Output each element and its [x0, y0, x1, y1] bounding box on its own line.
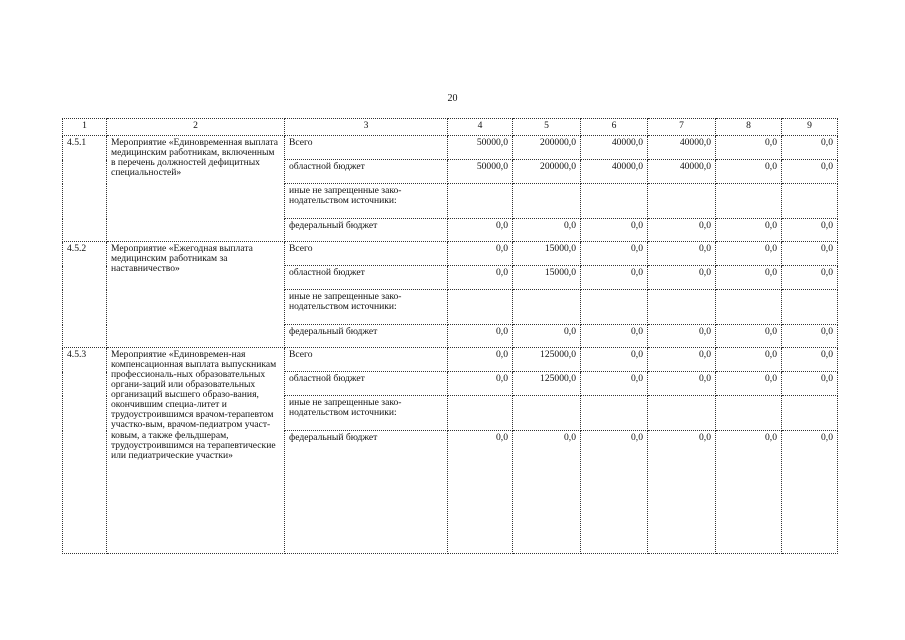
value-cell: 0,0	[716, 325, 782, 348]
value-cell: 0,0	[648, 242, 716, 266]
value-cell	[648, 396, 716, 431]
item-code: 4.5.3	[63, 348, 107, 554]
value-cell: 0,0	[513, 431, 581, 554]
value-cell: 0,0	[448, 325, 513, 348]
value-cell: 0,0	[648, 325, 716, 348]
value-cell: 0,0	[782, 136, 838, 160]
value-cell: 0,0	[782, 160, 838, 184]
value-cell	[716, 290, 782, 325]
header-cell: 8	[716, 119, 782, 136]
value-cell	[448, 184, 513, 219]
value-cell: 200000,0	[513, 160, 581, 184]
header-cell: 6	[581, 119, 648, 136]
value-cell	[448, 290, 513, 325]
header-cell: 7	[648, 119, 716, 136]
group-4-5-3	[63, 348, 838, 554]
value-cell	[581, 396, 648, 431]
value-cell: 0,0	[513, 219, 581, 242]
value-cell: 0,0	[648, 348, 716, 372]
value-cell: 0,0	[581, 348, 648, 372]
header-cell: 9	[782, 119, 838, 136]
value-cell: 0,0	[716, 219, 782, 242]
value-cell: 0,0	[716, 348, 782, 372]
row-label: федеральный бюджет	[285, 431, 448, 554]
value-cell: 0,0	[716, 372, 782, 396]
value-cell: 0,0	[448, 242, 513, 266]
header-cell: 1	[63, 119, 107, 136]
row-label: иные не запрещенные зако-нодательством источники:	[285, 184, 448, 219]
header-row	[63, 119, 838, 136]
value-cell: 40000,0	[648, 160, 716, 184]
value-cell	[716, 396, 782, 431]
value-cell: 0,0	[782, 219, 838, 242]
table-row	[63, 136, 838, 160]
value-cell: 0,0	[448, 266, 513, 290]
value-cell: 50000,0	[448, 136, 513, 160]
value-cell: 0,0	[581, 325, 648, 348]
value-cell: 0,0	[716, 160, 782, 184]
row-label: Всего	[285, 348, 448, 372]
value-cell	[716, 184, 782, 219]
value-cell	[782, 290, 838, 325]
value-cell: 40000,0	[648, 136, 716, 160]
value-cell: 125000,0	[513, 372, 581, 396]
value-cell: 0,0	[716, 431, 782, 554]
value-cell: 125000,0	[513, 348, 581, 372]
budget-table	[62, 118, 838, 554]
item-description: Мероприятие «Единовремен-ная компенсационная выплата выпускникам профессиональ-ных образовательных органи-заций или образовательных организаций высшего образо-вания, окончившим специа-литет и трудоустроившимся врачом-терапевтом участко-вым, врачом-педиатром участ-ковым, а также фельдшерам, трудоустроившимся на терапевтические или педиатрические участки»	[107, 348, 285, 554]
row-label: областной бюджет	[285, 372, 448, 396]
header-cell: 4	[448, 119, 513, 136]
page-number: 20	[447, 93, 458, 104]
value-cell	[448, 396, 513, 431]
group-4-5-1	[63, 136, 838, 242]
value-cell	[513, 396, 581, 431]
row-label: Всего	[285, 242, 448, 266]
value-cell: 0,0	[782, 372, 838, 396]
value-cell	[581, 184, 648, 219]
value-cell: 15000,0	[513, 242, 581, 266]
value-cell: 0,0	[448, 348, 513, 372]
header-cell: 2	[107, 119, 285, 136]
value-cell: 0,0	[448, 219, 513, 242]
value-cell	[581, 290, 648, 325]
value-cell: 0,0	[581, 266, 648, 290]
value-cell	[782, 396, 838, 431]
header-cell: 3	[285, 119, 448, 136]
value-cell: 0,0	[513, 325, 581, 348]
value-cell: 0,0	[448, 431, 513, 554]
value-cell	[648, 184, 716, 219]
value-cell: 0,0	[716, 242, 782, 266]
value-cell	[648, 290, 716, 325]
value-cell: 40000,0	[581, 160, 648, 184]
value-cell: 0,0	[581, 431, 648, 554]
row-label: областной бюджет	[285, 266, 448, 290]
item-code: 4.5.1	[63, 136, 107, 242]
group-4-5-2	[63, 242, 838, 348]
value-cell: 200000,0	[513, 136, 581, 160]
table-row	[63, 242, 838, 266]
item-description: Мероприятие «Единовременная выплата медицинским работникам, включенным в перечень должностей дефицитных специальностей»	[107, 136, 285, 242]
row-label: иные не запрещенные зако-нодательством источники:	[285, 290, 448, 325]
item-description: Мероприятие «Ежегодная выплата медицинским работникам за наставничество»	[107, 242, 285, 348]
value-cell: 0,0	[648, 372, 716, 396]
value-cell: 0,0	[648, 219, 716, 242]
value-cell: 0,0	[581, 242, 648, 266]
value-cell: 0,0	[782, 431, 838, 554]
value-cell: 40000,0	[581, 136, 648, 160]
value-cell: 0,0	[782, 325, 838, 348]
value-cell: 0,0	[782, 266, 838, 290]
value-cell	[513, 290, 581, 325]
table-row	[63, 348, 838, 372]
row-label: иные не запрещенные зако-нодательством источники:	[285, 396, 448, 431]
value-cell: 0,0	[782, 242, 838, 266]
value-cell: 15000,0	[513, 266, 581, 290]
value-cell: 50000,0	[448, 160, 513, 184]
value-cell: 0,0	[581, 219, 648, 242]
value-cell: 0,0	[648, 431, 716, 554]
row-label: федеральный бюджет	[285, 325, 448, 348]
value-cell	[513, 184, 581, 219]
value-cell: 0,0	[716, 136, 782, 160]
row-label: Всего	[285, 136, 448, 160]
item-code: 4.5.2	[63, 242, 107, 348]
header-cell: 5	[513, 119, 581, 136]
value-cell: 0,0	[448, 372, 513, 396]
value-cell	[782, 184, 838, 219]
value-cell: 0,0	[648, 266, 716, 290]
value-cell: 0,0	[782, 348, 838, 372]
row-label: федеральный бюджет	[285, 219, 448, 242]
row-label: областной бюджет	[285, 160, 448, 184]
value-cell: 0,0	[716, 266, 782, 290]
value-cell: 0,0	[581, 372, 648, 396]
